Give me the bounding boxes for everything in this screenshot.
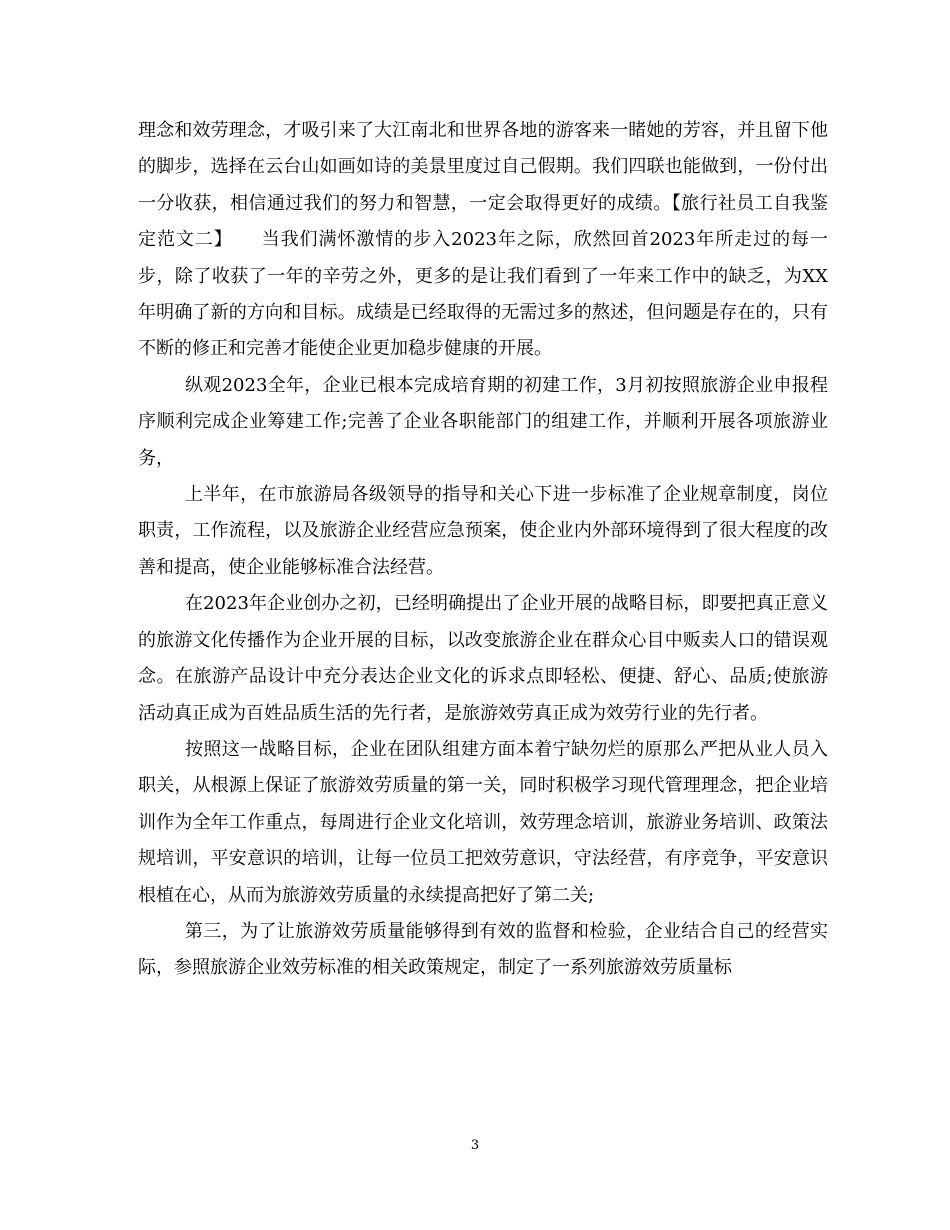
paragraph-4: 在2023年企业创办之初，已经明确提出了企业开展的战略目标，即要把真正意义的旅游文化传播作为企业开展的目标，以改变旅游企业在群众心目中贩卖人口的错误观念。在旅游产品设计中充分表达企业文化的诉求点即轻松、便捷、舒心、品质;使旅游活动真正成为百姓品质生活的先行者，是旅游效劳真正成为效劳行业的先行者。: [138, 593, 828, 724]
paragraph-6: 第三，为了让旅游效劳质量能够得到有效的监督和检验，企业结合自己的经营实际，参照旅游企业效劳标准的相关政策规定，制定了一系列旅游效劳质量标: [138, 920, 828, 979]
paragraph-3: 上半年，在市旅游局各级领导的指导和关心下进一步标准了企业规章制度，岗位职责，工作流程，以及旅游企业经营应急预案，使企业内外部环境得到了很大程度的改善和提高，使企业能够标准合法经营。: [138, 484, 828, 578]
page-number: 3: [470, 1138, 480, 1153]
paragraph-2: 纵观2023全年，企业已根本完成培育期的初建工作，3月初按照旅游企业申报程序顺利完成企业筹建工作;完善了企业各职能部门的组建工作，并顺利开展各项旅游业务，: [138, 374, 828, 469]
document-body: [138, 113, 828, 987]
paragraph-5: 按照这一战略目标，企业在团队组建方面本着宁缺勿烂的原那么严把从业人员入职关，从根源上保证了旅游效劳质量的第一关，同时积极学习现代管理理念，把企业培训作为全年工作重点，每周进行企业文化培训，效劳理念培训，旅游业务培训、政策法规培训，平安意识的培训，让每一位员工把效劳意识，守法经营，有序竞争，平安意识根植在心，从而为旅游效劳质量的永续提高把好了第二关;: [138, 738, 828, 906]
paragraph-1: 理念和效劳理念，才吸引来了大江南北和世界各地的游客来一睹她的芳容，并且留下他的脚步，选择在云台山如画如诗的美景里度过自己假期。我们四联也能做到，一份付出一分收获，相信通过我们的努力和智慧，一定会取得更好的成绩。【旅行社员工自我鉴定范文二】 当我们满怀激情的步入2023年之际，欣然回首2023年所走过的每一步，除了收获了一年的辛劳之外，更多的是让我们看到了一年来工作中的缺乏，为XX年明确了新的方向和目标。成绩是已经取得的无需过多的熬述，但问题是存在的，只有不断的修正和完善才能使企业更加稳步健康的开展。: [138, 120, 828, 360]
